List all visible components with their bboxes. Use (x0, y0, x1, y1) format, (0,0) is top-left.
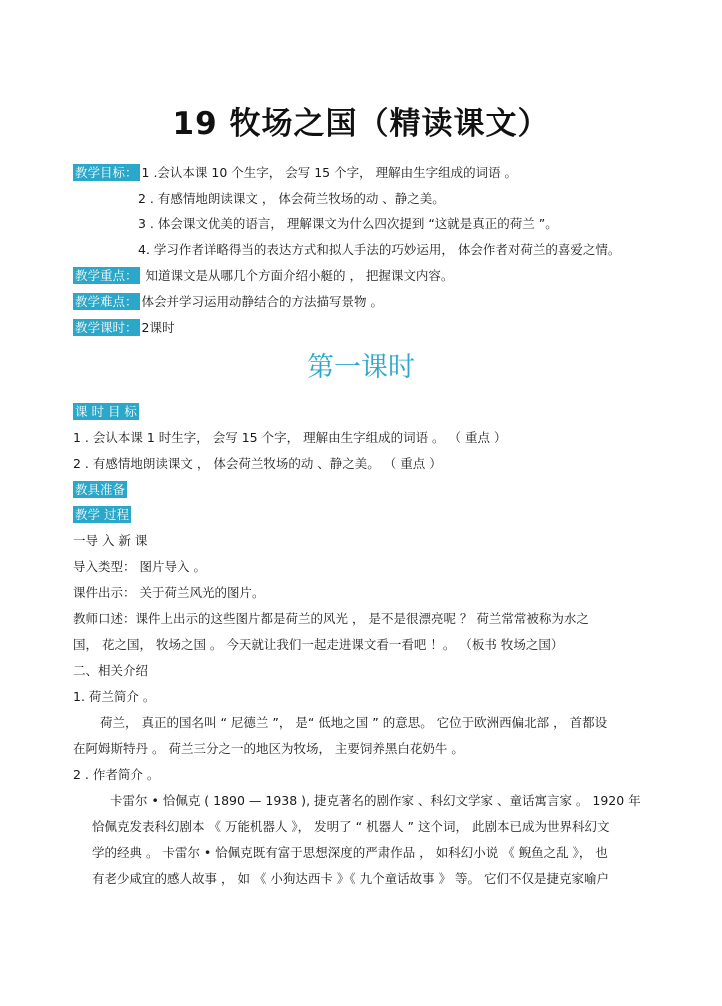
objective-item: 2 . 有感情地朗读课文 ， 体会荷兰牧场的动 、静之美。 (138, 191, 445, 206)
body-line: 卡雷尔 • 恰佩克 ( 1890 — 1938 ), 捷克著名的剧作家 、科幻文学家 、童话寓言家 。 1920 年 (110, 793, 641, 808)
key-point-tag: 教学重点： (75, 268, 138, 283)
process-tag-row (73, 506, 131, 523)
body-line: 国， 花之国， 牧场之国 。 今天就让我们一起走进课文看一看吧 ！。 （板书 牧场之国） (73, 637, 564, 652)
hours-tag: 教学课时： (75, 320, 138, 335)
difficulty-tag: 教学难点： (75, 294, 138, 309)
tools-tag-row (73, 481, 127, 498)
lesson-title: 第一课时 (307, 352, 415, 383)
objective-item: 3 . 体会课文优美的语言， 理解课文为什么四次提到 “这就是真正的荷兰 ”。 (138, 216, 558, 231)
key-point-text: 知道课文是从哪几个方面介绍小艇的 ， 把握课文内容。 (141, 268, 454, 283)
body-line: 有老少咸宜的感人故事 ， 如 《 小狗达西卡 》《 九个童话故事 》 等。 它们不仅是捷克家喻户 (92, 871, 610, 886)
difficulty-row (73, 293, 383, 310)
process-tag: 教学 过程 (75, 507, 129, 522)
body-line: 在阿姆斯特丹 。 荷兰三分之一的地区为牧场， 主要饲养黑白花奶牛 。 (73, 741, 464, 756)
objective-item: 1 .会认本课 10 个生字， 会写 15 个字， 理解由生字组成的词语 。 (141, 165, 518, 180)
hours-row (73, 319, 174, 336)
document-title: 19 牧场之国（精读课文） (172, 106, 550, 142)
body-line: 1. 荷兰简介 。 (73, 689, 156, 704)
body-line: 导入类型： 图片导入 。 (73, 559, 206, 574)
lesson-goal-tag-row (73, 403, 139, 420)
lesson-goal-item: 2 . 有感情地朗读课文 ， 体会荷兰牧场的动 、静之美。 （ 重点 ） (73, 456, 442, 471)
tools-tag: 教具准备 (75, 482, 126, 497)
body-line: 一导 入 新 课 (73, 533, 148, 548)
body-line: 学的经典 。 卡雷尔 • 恰佩克既有富于思想深度的严肃作品 ， 如科幻小说 《 鲵鱼之乱 》， 也 (92, 845, 608, 860)
key-point-row (73, 267, 453, 284)
objectives-tag: 教学目标： (75, 165, 138, 180)
body-line: 荷兰， 真正的国名叫 “ 尼德兰 ”， 是“ 低地之国 ” 的意思。 它位于欧洲西偏北部 ， 首都设 (100, 715, 608, 730)
body-line: 二、相关介绍 (73, 663, 149, 678)
difficulty-text: 体会并学习运用动静结合的方法描写景物 。 (141, 294, 383, 309)
hours-text: 2课时 (141, 320, 175, 335)
body-line: 教师口述：课件上出示的这些图片都是荷兰的风光 ， 是不是很漂亮呢 ？ 荷兰常常被称为水之 (73, 611, 589, 626)
objective-item: 4. 学习作者详略得当的表达方式和拟人手法的巧妙运用， 体会作者对荷兰的喜爱之情。 (138, 242, 621, 257)
lesson-goal-tag: 课 时 目 标 (75, 404, 137, 419)
body-line: 恰佩克发表科幻剧本 《 万能机器人 》， 发明了 “ 机器人 ” 这个词， 此剧本已成为世界科幻文 (92, 819, 610, 834)
lesson-goal-item: 1 . 会认本课 1 时生字， 会写 15 个字， 理解由生字组成的词语 。 （ 重点 ） (73, 430, 507, 445)
body-line: 2 . 作者简介 。 (73, 767, 160, 782)
body-line: 课件出示： 关于荷兰风光的图片。 (73, 585, 265, 600)
objectives-row (73, 164, 517, 181)
